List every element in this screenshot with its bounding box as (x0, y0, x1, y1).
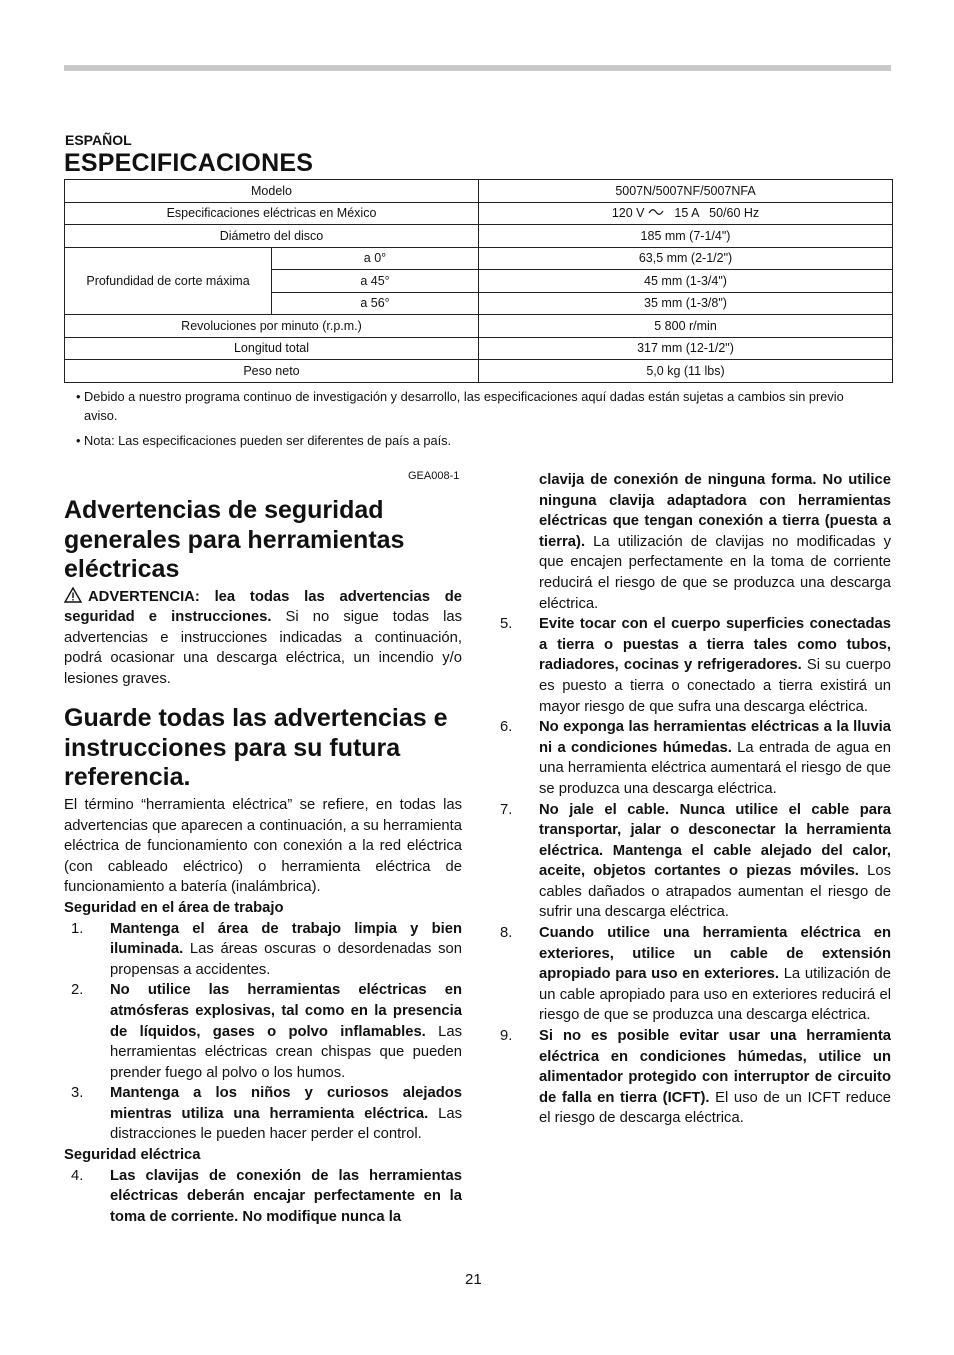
item-number: 5. (500, 616, 513, 633)
list-item (64, 1083, 462, 1145)
list-item (500, 614, 891, 717)
table-row (65, 360, 893, 383)
table-cell: Peso neto (65, 360, 479, 383)
table-cell: Modelo (65, 180, 479, 203)
table-cell: 317 mm (12-1/2") (479, 337, 893, 360)
warning-text: Si no sigue todas las advertencias e instrucciones indicadas a continuación, podrá ocasionar una descarga eléctrica, un incendio y/o lesiones graves. (64, 609, 462, 687)
table-cell: 45 mm (1-3/4") (479, 270, 893, 293)
list-item-continuation (500, 470, 891, 614)
item-bold: Mantenga el área de trabajo limpia y bien iluminada. (110, 920, 462, 958)
list-item (500, 1026, 891, 1129)
item-text: La utilización de un cable apropiado para uso en exteriores reducirá el riesgo de que se produzca una descarga eléctrica. (539, 966, 891, 1024)
subsection-heading: Seguridad eléctrica (64, 1147, 201, 1164)
item-number: 1. (71, 920, 84, 937)
list-item (64, 919, 462, 981)
right-column (500, 470, 891, 1129)
section-heading: Guarde todas las advertencias e instrucciones para su futura referencia. (64, 704, 448, 792)
item-number: 2. (71, 982, 84, 999)
item-text: La utilización de clavijas no modificadas y que encajen perfectamente en la toma de corriente reducirá el riesgo de que se produzca una descarga eléctrica. (539, 533, 891, 612)
ac-symbol-icon (648, 207, 664, 217)
item-bold: Evite tocar con el cuerpo superficies conectadas a tierra o puestas a tierra tales como tubos, radiadores, cocinas y refrigeradores. (539, 616, 891, 674)
header-rule (64, 65, 891, 71)
table-row (65, 247, 893, 270)
table-cell: Diámetro del disco (65, 225, 479, 248)
list-item (500, 717, 891, 799)
note-item: • Nota: Las especificaciones pueden ser diferentes de país a país. (76, 433, 452, 448)
item-text: El uso de un ICFT reduce el riesgo de descarga eléctrica. (539, 1089, 891, 1127)
warning-triangle-icon (64, 587, 82, 603)
warning-bold: ADVERTENCIA: lea todas las advertencias de seguridad e instrucciones. (64, 588, 462, 626)
table-row (65, 180, 893, 203)
item-number: 9. (500, 1028, 513, 1045)
left-column (64, 496, 462, 1227)
item-text: Si su cuerpo es puesto a tierra o conectado a tierra existirá un mayor riesgo de que sufra una descarga eléctrica. (539, 657, 891, 715)
list-item (64, 1166, 462, 1228)
table-cell: a 0° (272, 247, 479, 270)
item-bold: clavija de conexión de ninguna forma. No utilice ninguna clavija adaptadora con herramientas eléctricas que tengan conexión a tierra (puesta a tierra). (539, 472, 891, 550)
table-row (65, 315, 893, 338)
table-cell: 185 mm (7-1/4") (479, 225, 893, 248)
table-cell: 5 800 r/min (479, 315, 893, 338)
intro-paragraph: El término “herramienta eléctrica” se refiere, en todas las advertencias que aparecen a continuación, a su herramienta eléctrica de funcionamiento con conexión a la red eléctrica (con cableado eléctrico) o herramienta eléctrica de funcionamiento a batería (inalámbrica). (64, 796, 462, 896)
item-bold: Mantenga a los niños y curiosos alejados mientras utiliza una herramienta eléctrica. (110, 1085, 462, 1122)
warning-paragraph (64, 587, 462, 690)
table-cell: Profundidad de corte máxima (65, 247, 272, 315)
table-cell: a 56° (272, 292, 479, 315)
item-bold: No jale el cable. Nunca utilice el cable para transportar, jalar o desconectar la herramienta eléctrica. Mantenga el cable alejado del calor, aceite, objetos cortantes o piezas móviles. (539, 801, 891, 880)
item-bold: No utilice las herramientas eléctricas en atmósferas explosivas, tal como en la presencia de líquidos, gases o polvo inflamables. (110, 982, 462, 1040)
section-heading: Advertencias de seguridad generales para herramientas eléctricas (64, 496, 405, 583)
note-item: • Debido a nuestro programa continuo de investigación y desarrollo, las especificaciones aquí dadas están sujetas a cambios sin previo aviso. (76, 389, 844, 423)
item-bold: Cuando utilice una herramienta eléctrica en exteriores, utilice un cable de extensión apropiado para uso en exteriores. (539, 925, 891, 983)
specifications-table (64, 179, 893, 383)
table-cell (479, 202, 893, 225)
language-label: ESPAÑOL (65, 132, 132, 148)
page-number: 21 (465, 1271, 482, 1288)
table-row (65, 225, 893, 248)
table-cell: Especificaciones eléctricas en México (65, 202, 479, 225)
item-bold: Las clavijas de conexión de las herramientas eléctricas deberán encajar perfectamente en la toma de corriente. No modifique nunca la (110, 1167, 462, 1225)
item-text: La entrada de agua en una herramienta eléctrica aumentará el riesgo de que se produzca una descarga eléctrica. (539, 739, 891, 797)
current-frequency-value: 15 A 50/60 Hz (674, 206, 760, 221)
table-cell: a 45° (272, 270, 479, 293)
item-text: Las distracciones le pueden hacer perder el control. (110, 1105, 463, 1143)
item-number: 8. (500, 925, 513, 942)
item-number: 3. (71, 1085, 84, 1102)
list-item (500, 800, 891, 924)
item-bold: Si no es posible evitar usar una herramienta eléctrica en condiciones húmedas, utilice un alimentador protegido con interruptor de circuito de falla en tierra (ICFT). (539, 1028, 891, 1106)
list-item (500, 923, 891, 1026)
spec-notes (76, 387, 876, 456)
table-cell: 35 mm (1-3/8") (479, 292, 893, 315)
table-row (65, 337, 893, 360)
subsection-heading: Seguridad en el área de trabajo (64, 899, 284, 916)
document-code: GEA008-1 (408, 470, 460, 482)
item-number: 7. (500, 801, 513, 818)
voltage-value: 120 V (611, 206, 645, 221)
item-text: Los cables dañados o atrapados aumentan el riesgo de sufrir una descarga eléctrica. (539, 863, 892, 921)
item-bold: No exponga las herramientas eléctricas a la lluvia ni a condiciones húmedas. (539, 719, 891, 756)
table-cell: Revoluciones por minuto (r.p.m.) (65, 315, 479, 338)
page-title: ESPECIFICACIONES (64, 149, 314, 177)
table-cell: Longitud total (65, 337, 479, 360)
table-row (65, 202, 893, 225)
item-number: 6. (500, 719, 513, 736)
table-cell: 63,5 mm (2-1/2") (479, 247, 893, 270)
item-number: 4. (71, 1167, 84, 1184)
table-cell: 5007N/5007NF/5007NFA (479, 180, 893, 203)
table-cell: 5,0 kg (11 lbs) (479, 360, 893, 383)
list-item (64, 980, 462, 1083)
item-text: Las áreas oscuras o desordenadas son propensas a accidentes. (110, 941, 462, 978)
item-text: Las herramientas eléctricas crean chispas que pueden prender fuego al polvo o los humos. (110, 1023, 462, 1081)
